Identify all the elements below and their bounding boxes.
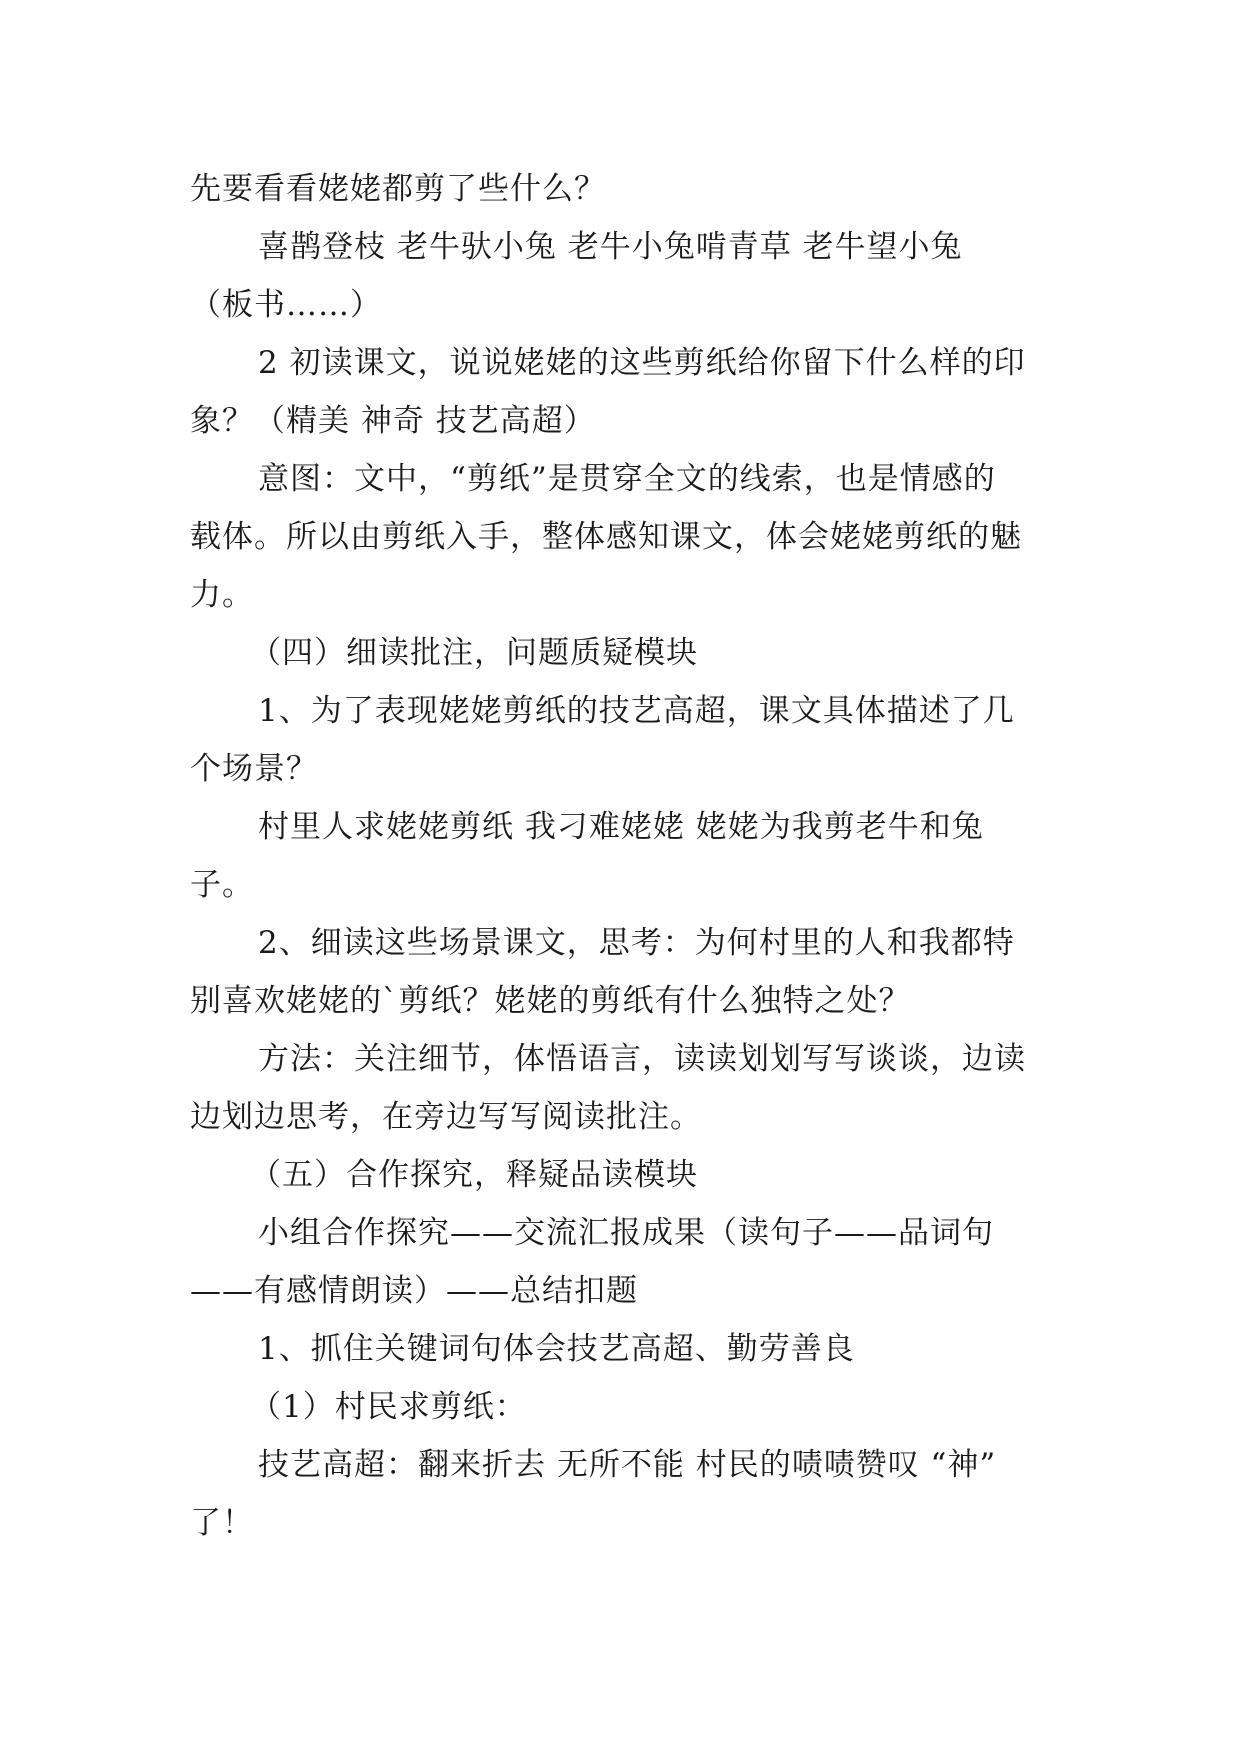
text-line: 边划边思考，在旁边写写阅读批注。 <box>190 1099 702 1135</box>
text-line: 喜鹊登枝 老牛驮小兔 老牛小兔啃青草 老牛望小兔 <box>258 229 963 265</box>
text-line: （板书……） <box>190 287 382 323</box>
text-line: 力。 <box>190 577 254 613</box>
text-line: 个场景？ <box>190 751 318 787</box>
text-line: （1）村民求剪纸： <box>250 1389 527 1425</box>
text-line: ——有感情朗读）——总结扣题 <box>190 1273 638 1309</box>
text-line: 1、抓住关键词句体会技艺高超、勤劳善良 <box>258 1331 855 1367</box>
section-heading: （四）细读批注，问题质疑模块 <box>250 635 698 671</box>
section-heading: （五）合作探究，释疑品读模块 <box>250 1157 698 1193</box>
text-line: 子。 <box>190 867 254 903</box>
text-line: 村里人求姥姥剪纸 我刁难姥姥 姥姥为我剪老牛和兔 <box>258 809 984 845</box>
text-line: 载体。所以由剪纸入手，整体感知课文，体会姥姥剪纸的魅 <box>190 519 1022 555</box>
document-body <box>190 160 1060 1552</box>
text-line: 意图：文中，“剪纸”是贯穿全文的线索，也是情感的 <box>258 461 996 497</box>
text-line: 小组合作探究——交流汇报成果（读句子——品词句 <box>258 1215 994 1251</box>
text-line: 1、为了表现姥姥剪纸的技艺高超，课文具体描述了几 <box>258 693 1015 729</box>
text-line: 别喜欢姥姥的`剪纸？姥姥的剪纸有什么独特之处？ <box>190 983 911 1019</box>
text-line: 2、细读这些场景课文，思考：为何村里的人和我都特 <box>258 925 1015 961</box>
text-line: 了！ <box>190 1505 254 1541</box>
text-line: 2 初读课文，说说姥姥的这些剪纸给你留下什么样的印 <box>258 345 1026 381</box>
text-line: 象？（精美 神奇 技艺高超） <box>190 403 596 439</box>
text-line: 先要看看姥姥都剪了些什么？ <box>190 171 606 207</box>
text-line: 方法：关注细节，体悟语言，读读划划写写谈谈，边读 <box>258 1041 1026 1077</box>
text-line: 技艺高超：翻来折去 无所不能 村民的啧啧赞叹 “神” <box>258 1447 997 1483</box>
